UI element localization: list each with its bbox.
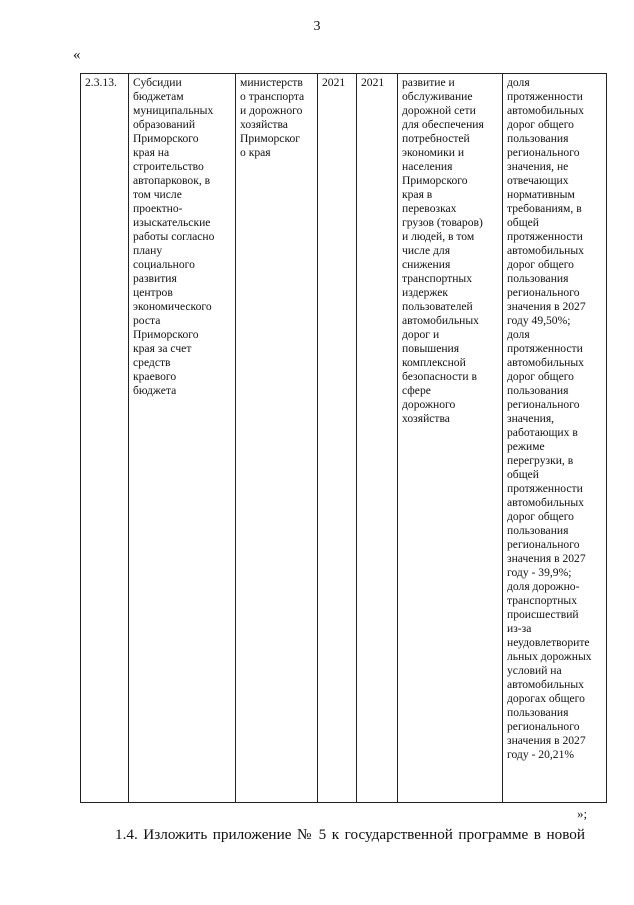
cell-text-line: сфере <box>402 384 431 397</box>
cell-text-line: издержек <box>402 286 449 299</box>
row-number-cell: 2.3.13. <box>81 74 129 803</box>
cell-text-line: муниципальных <box>133 104 214 117</box>
cell-text-line: перевозках <box>402 202 457 215</box>
cell-text-line: происшествий <box>507 608 579 621</box>
expected-result-cell <box>398 74 503 803</box>
cell-text-line: значения в 2027 <box>507 300 586 313</box>
amendment-paragraph: 1.4. Изложить приложение № 5 к государственной программе в новой <box>115 826 585 843</box>
cell-text-line: доля <box>507 76 530 89</box>
indicators-cell <box>503 74 607 803</box>
cell-text-line: регионального <box>507 720 580 733</box>
cell-text-line: значения в 2027 <box>507 552 586 565</box>
cell-text-line: плану <box>133 244 163 257</box>
cell-text-line: дорог общего <box>507 258 574 271</box>
cell-text-line: Приморского <box>402 174 468 187</box>
cell-text-line: строительство <box>133 160 204 173</box>
cell-text-line: обслуживание <box>402 90 473 103</box>
cell-text-line: режиме <box>507 440 545 453</box>
opening-quote: « <box>73 47 81 63</box>
cell-text-line: условий на <box>507 664 562 677</box>
cell-text-line: общей <box>507 468 539 481</box>
cell-text-line: пользователей <box>402 300 473 313</box>
cell-text-line: о края <box>240 146 271 159</box>
cell-text-line: дорог общего <box>507 510 574 523</box>
cell-text-line: социального <box>133 258 195 271</box>
cell-text-line: пользования <box>507 132 569 145</box>
cell-text-line: повышения <box>402 342 460 355</box>
cell-text-line: транспортных <box>402 272 473 285</box>
cell-text-line: бюджетам <box>133 90 184 103</box>
cell-text-line: экономики и <box>402 146 465 159</box>
cell-text-line: нормативным <box>507 188 575 201</box>
cell-text-line: требованиям, в <box>507 202 582 215</box>
cell-text-line: Приморского <box>133 328 199 341</box>
table-row <box>81 74 607 803</box>
cell-text-line: дорогах общего <box>507 692 585 705</box>
cell-text-line: краевого <box>133 370 177 383</box>
program-table <box>80 73 607 803</box>
cell-text-line: протяженности <box>507 230 583 243</box>
cell-text-line: проектно- <box>133 202 183 215</box>
cell-text-line: грузов (товаров) <box>402 216 483 229</box>
cell-text-line: автомобильных <box>507 356 584 369</box>
cell-text-line: дорог и <box>402 328 440 341</box>
cell-text-line: автомобильных <box>507 496 584 509</box>
cell-text-line: пользования <box>507 706 569 719</box>
cell-text-line: дорожной сети <box>402 104 476 117</box>
cell-text-line: из-за <box>507 622 532 635</box>
cell-text-line: автопарковок, в <box>133 174 211 187</box>
page-number: 3 <box>313 19 321 34</box>
cell-text-line: хозяйства <box>402 412 450 425</box>
year-end-cell: 2021 <box>357 74 398 803</box>
cell-text-line: Субсидии <box>133 76 182 89</box>
cell-text-line: края в <box>402 188 433 201</box>
closing-quote: »; <box>577 806 588 821</box>
cell-text-line: работающих в <box>507 426 578 439</box>
cell-text-line: комплексной <box>402 356 466 369</box>
cell-text-line: населения <box>402 160 453 173</box>
cell-text-line: регионального <box>507 398 580 411</box>
cell-text-line: значения, <box>507 412 555 425</box>
cell-text-line: автомобильных <box>402 314 479 327</box>
cell-text-line: протяженности <box>507 482 583 495</box>
cell-text-line: регионального <box>507 146 580 159</box>
cell-text-line: транспортных <box>507 594 578 607</box>
cell-text-line: потребностей <box>402 132 470 145</box>
cell-text-line: дорог общего <box>507 370 574 383</box>
cell-text-line: Приморског <box>240 132 301 145</box>
cell-text-line: о транспорта <box>240 90 305 103</box>
cell-text-line: развития <box>133 272 177 285</box>
cell-text-line: перегрузки, в <box>507 454 574 467</box>
cell-text-line: числе для <box>402 244 451 257</box>
cell-text-line: экономического <box>133 300 212 313</box>
cell-text-line: роста <box>133 314 161 327</box>
cell-text-line: центров <box>133 286 173 299</box>
cell-text-line: году - 20,21% <box>507 748 575 761</box>
cell-text-line: дорожного <box>402 398 456 411</box>
cell-text-line: пользования <box>507 272 569 285</box>
cell-text-line: автомобильных <box>507 244 584 257</box>
cell-text-line: том числе <box>133 188 182 201</box>
cell-text-line: году - 39,9%; <box>507 566 572 579</box>
cell-text-line: изыскательские <box>133 216 211 229</box>
cell-text-line: протяженности <box>507 90 583 103</box>
cell-text-line: автомобильных <box>507 104 584 117</box>
cell-text-line: доля <box>507 328 530 341</box>
cell-text-line: регионального <box>507 286 580 299</box>
measure-name-cell <box>129 74 236 803</box>
cell-text-line: отвечающих <box>507 174 569 187</box>
cell-text-line: пользования <box>507 524 569 537</box>
cell-text-line: льных дорожных <box>507 650 592 663</box>
cell-text-line: протяженности <box>507 342 583 355</box>
cell-text-line: снижения <box>402 258 451 271</box>
cell-text-line: средств <box>133 356 171 369</box>
cell-text-line: автомобильных <box>507 678 584 691</box>
cell-text-line: образований <box>133 118 196 131</box>
cell-text-line: безопасности в <box>402 370 477 383</box>
year-start-cell: 2021 <box>318 74 357 803</box>
cell-text-line: края на <box>133 146 170 159</box>
cell-text-line: доля дорожно- <box>507 580 580 593</box>
cell-text-line: края за счет <box>133 342 192 355</box>
executor-cell <box>236 74 318 803</box>
cell-text-line: Приморского <box>133 132 199 145</box>
cell-text-line: работы согласно <box>133 230 215 243</box>
cell-text-line: неудовлетворите <box>507 636 590 649</box>
cell-text-line: году 49,50%; <box>507 314 571 327</box>
cell-text-line: пользования <box>507 384 569 397</box>
cell-text-line: развитие и <box>402 76 455 89</box>
cell-text-line: хозяйства <box>240 118 288 131</box>
cell-text-line: и людей, в том <box>402 230 475 243</box>
cell-text-line: для обеспечения <box>402 118 484 131</box>
cell-text-line: бюджета <box>133 384 177 397</box>
cell-text-line: общей <box>507 216 539 229</box>
cell-text-line: министерств <box>240 76 303 89</box>
cell-text-line: регионального <box>507 538 580 551</box>
cell-text-line: и дорожного <box>240 104 303 117</box>
cell-text-line: дорог общего <box>507 118 574 131</box>
cell-text-line: значения, не <box>507 160 569 173</box>
cell-text-line: значения в 2027 <box>507 734 586 747</box>
